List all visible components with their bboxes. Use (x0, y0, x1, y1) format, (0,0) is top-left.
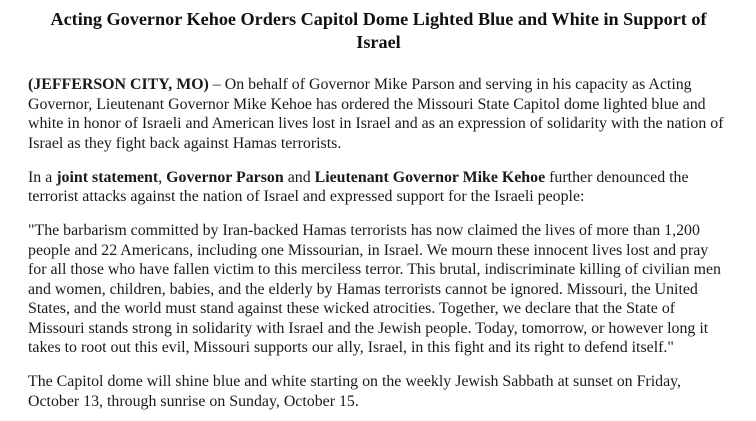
governor-parson-bold: Governor Parson (166, 168, 284, 186)
joint-statement-paragraph (28, 168, 729, 207)
page-title: Acting Governor Kehoe Orders Capitol Dome Lighted Blue and White in Support of Israel (50, 9, 707, 52)
intro-paragraph (28, 75, 729, 153)
lt-governor-kehoe-bold: Lieutenant Governor Mike Kehoe (314, 168, 546, 186)
joint-statement-text-2: , (158, 168, 167, 186)
quote-paragraph: "The barbarism committed by Iran-backed Hamas terrorists has now claimed the lives of more than 1,200 people and 22 Americans, including one Missourian, in Israel. We mourn these innocent lives lost and pray for all those who have fallen victim to this merciless terror. This brutal, indiscriminate killing of civilian men and women, children, babies, and the elderly by Hamas terrorists cannot be ignored. Missouri, the United States, and the world must stand against these wicked atrocities. Together, we declare that the State of Missouri stands strong in solidarity with Israel and the Jewish people. Today, tomorrow, or however long it takes to root out this evil, Missouri supports our ally, Israel, in this fight and its right to defend itself." (28, 222, 721, 356)
closing-paragraph: The Capitol dome will shine blue and white starting on the weekly Jewish Sabbath at sunset on Friday, October 13, through sunrise on Sunday, October 15. (28, 373, 682, 410)
joint-statement-bold: joint statement (56, 168, 159, 186)
dateline: (JEFFERSON CITY, MO) (28, 76, 209, 93)
joint-statement-text-1: In a (28, 168, 57, 186)
joint-statement-text-4: further denounced the terrorist attacks against the nation of Israel and expressed support for the Israeli people: (28, 168, 689, 205)
joint-statement-text-3: and (283, 168, 315, 186)
intro-text: – On behalf of Governor Mike Parson and serving in his capacity as Acting Governor, Lieutenant Governor Mike Kehoe has ordered the Missouri State Capitol dome lighted blue and white in honor of Israeli and American lives lost in Israel and as an expression of solidarity with the nation of Israel as they fight back against Hamas terrorists. (28, 76, 724, 152)
